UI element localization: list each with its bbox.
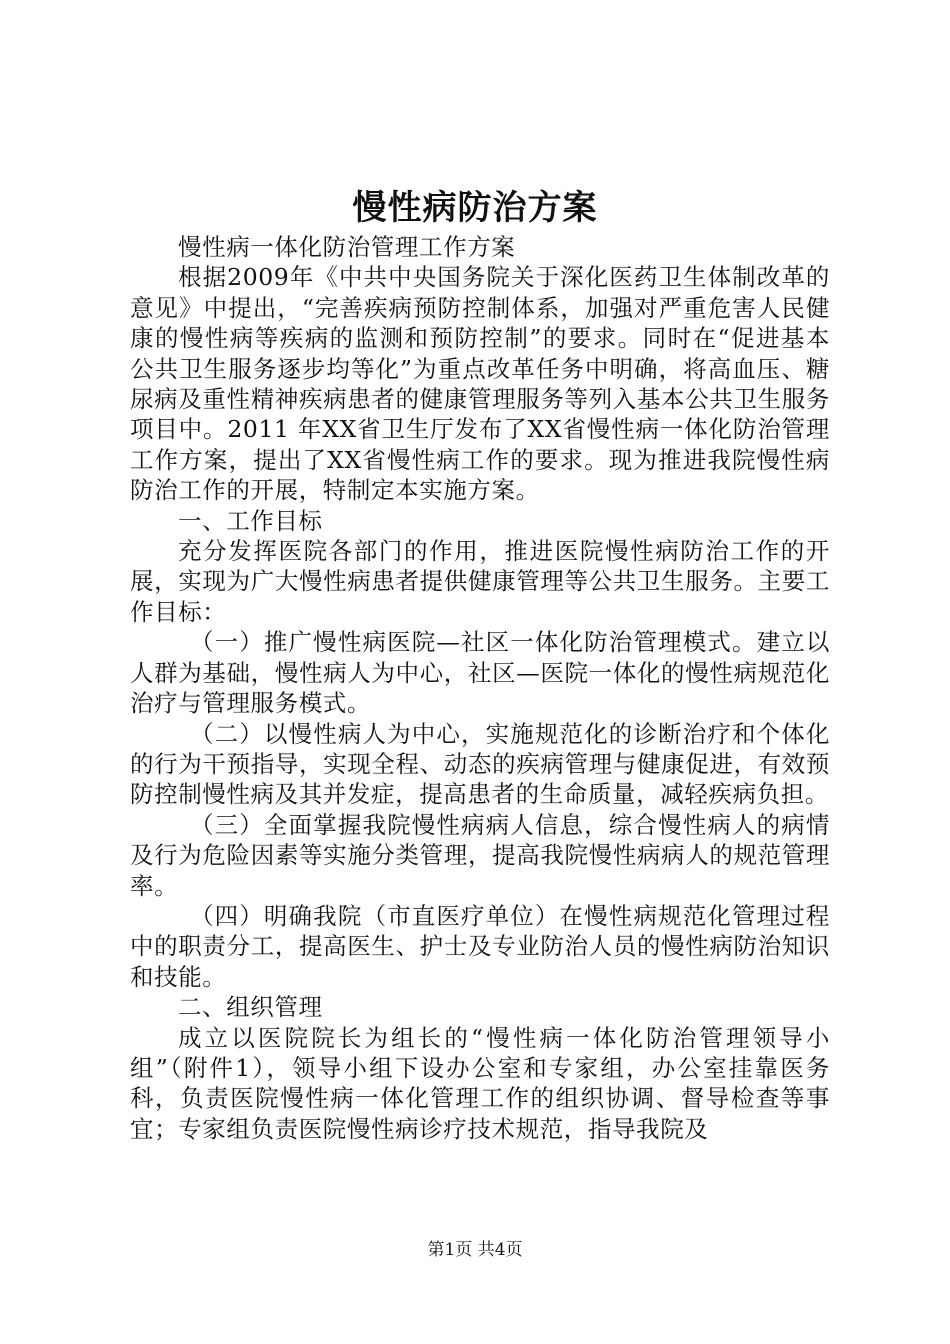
goals-lead-paragraph: 充分发挥医院各部门的作用，推进医院慢性病防治工作的开展，实现为广大慢性病患者提供健康管理等公共卫生服务。主要工作目标：	[130, 537, 830, 626]
intro-paragraph: 根据2009年《中共中央国务院关于深化医药卫生体制改革的意见》中提出，“完善疾病预防控制体系，加强对严重危害人民健康的慢性病等疾病的监测和预防控制”的要求。同时在“促进基本公共卫生服务逐步均等化”为重点改革任务中明确，将高血压、糖尿病及重性精神疾病患者的健康管理服务等列入基本公共卫生服务项目中。2011 年XX省卫生厅发布了XX省慢性病一体化防治管理工作方案，提出了XX省慢性病工作的要求。现为推进我院慢性病防治工作的开展，特制定本实施方案。	[130, 263, 830, 505]
document-title: 慢性病防治方案	[352, 188, 598, 228]
section-heading-organization: 二、组织管理	[178, 993, 323, 1022]
goal-item-3: （三）全面掌握我院慢性病病人信息，综合慢性病人的病情及行为危险因素等实施分类管理，提高我院慢性病病人的规范管理率。	[130, 810, 830, 900]
section-heading-goals: 一、工作目标	[178, 506, 323, 535]
document-subtitle: 慢性病一体化防治管理工作方案	[178, 233, 516, 261]
goal-item-1: （一）推广慢性病医院—社区一体化防治管理模式。建立以人群为基础，慢性病人为中心，社区—医院一体化的慢性病规范化治疗与管理服务模式。	[130, 628, 830, 718]
page-number-footer: 第1页 共4页	[427, 1240, 523, 1260]
goal-item-2: （二）以慢性病人为中心，实施规范化的诊断治疗和个体化的行为干预指导，实现全程、动态的疾病管理与健康促进，有效预防控制慢性病及其并发症，提高患者的生命质量，减轻疾病负担。	[130, 719, 830, 809]
document-body	[130, 232, 830, 1144]
goal-item-4: （四）明确我院（市直医疗单位）在慢性病规范化管理过程中的职责分工，提高医生、护士及专业防治人员的慢性病防治知识和技能。	[130, 901, 830, 991]
organization-paragraph: 成立以医院院长为组长的“慢性病一体化防治管理领导小组”（附件1），领导小组下设办公室和专家组，办公室挂靠医务科，负责医院慢性病一体化管理工作的组织协调、督导检查等事宜；专家组负责医院慢性病诊疗技术规范，指导我院及	[130, 1023, 830, 1143]
